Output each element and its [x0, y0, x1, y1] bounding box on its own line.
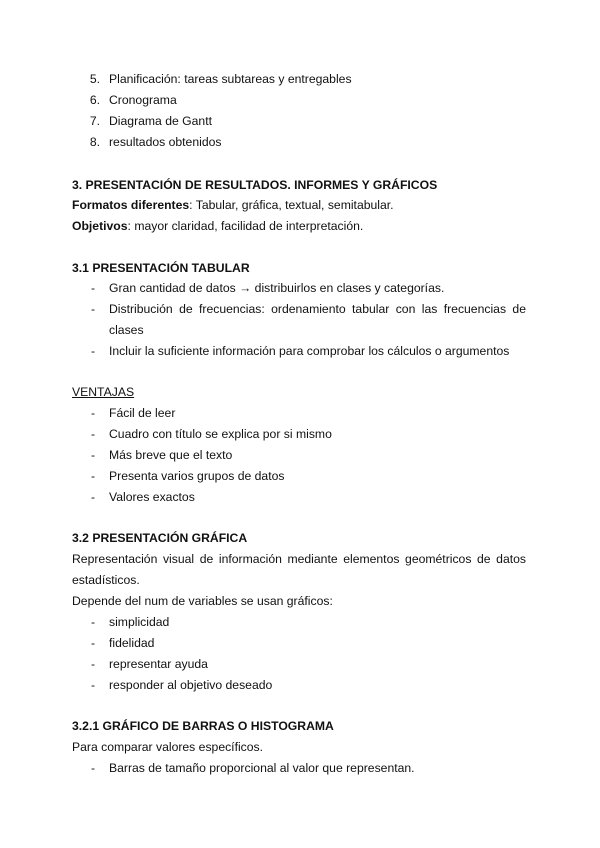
bullet-dash: - [91, 469, 96, 483]
list-text: Cronograma [109, 93, 177, 107]
bullet-dash: - [91, 448, 96, 462]
list-text: resultados obtenidos [109, 135, 222, 149]
list-number: 6. [89, 93, 100, 107]
formatos-line [72, 197, 394, 213]
objetivos-label: Objetivos [72, 219, 128, 233]
list-number: 8. [89, 135, 100, 149]
bullet-dash: - [91, 657, 96, 671]
bullet-text-continuation: clases [109, 323, 144, 337]
section-heading: 3.2 PRESENTACIÓN GRÁFICA [72, 531, 248, 545]
paragraph: Depende del num de variables se usan gráficos: [72, 594, 333, 608]
bullet-dash: - [91, 615, 96, 629]
bullet-text: Distribución de frecuencias: ordenamiento tabular con las frecuencias de [109, 302, 526, 316]
section-heading: 3.2.1 GRÁFICO DE BARRAS O HISTOGRAMA [72, 719, 334, 733]
bullet-text: Incluir la suficiente información para comprobar los cálculos o argumentos [109, 344, 510, 358]
bullet-dash: - [91, 344, 96, 358]
paragraph-line: Representación visual de información mediante elementos geométricos de datos [72, 552, 526, 566]
objetivos-line [72, 218, 363, 234]
bullet-text: Valores exactos [109, 490, 195, 504]
bullet-dash: - [91, 302, 96, 316]
bullet-text: Más breve que el texto [109, 448, 233, 462]
list-number: 5. [89, 72, 100, 86]
formatos-label: Formatos diferentes [72, 198, 190, 212]
bullet-dash: - [91, 636, 96, 650]
section-heading: 3.1 PRESENTACIÓN TABULAR [72, 261, 250, 275]
bullet-text: Gran cantidad de datos → distribuirlos en clases y categorías. [109, 281, 445, 295]
bullet-dash: - [91, 427, 96, 441]
bullet-dash: - [91, 281, 96, 295]
paragraph-line: estadísticos. [72, 573, 140, 587]
section-heading: 3. PRESENTACIÓN DE RESULTADOS. INFORMES Y GRÁFICOS [72, 178, 438, 192]
bullet-text: Presenta varios grupos de datos [109, 469, 285, 483]
bullet-text: Cuadro con título se explica por si mismo [109, 427, 332, 441]
list-text: Diagrama de Gantt [109, 114, 212, 128]
bullet-dash: - [91, 678, 96, 692]
list-number: 7. [89, 114, 100, 128]
bullet-text: responder al objetivo deseado [109, 678, 273, 692]
bullet-dash: - [91, 761, 96, 775]
list-text: Planificación: tareas subtareas y entregables [109, 72, 352, 86]
objetivos-text: : mayor claridad, facilidad de interpretación. [127, 219, 364, 233]
bullet-text: representar ayuda [109, 657, 208, 671]
bullet-text: Fácil de leer [109, 406, 176, 420]
bullet-dash: - [91, 490, 96, 504]
formatos-text: : Tabular, gráfica, textual, semitabular. [189, 198, 394, 212]
ventajas-heading: VENTAJAS [72, 385, 135, 399]
bullet-text: simplicidad [109, 615, 170, 629]
paragraph: Para comparar valores específicos. [72, 740, 264, 754]
bullet-text: fidelidad [109, 636, 155, 650]
bullet-dash: - [91, 406, 96, 420]
bullet-text: Barras de tamaño proporcional al valor que representan. [109, 761, 415, 775]
